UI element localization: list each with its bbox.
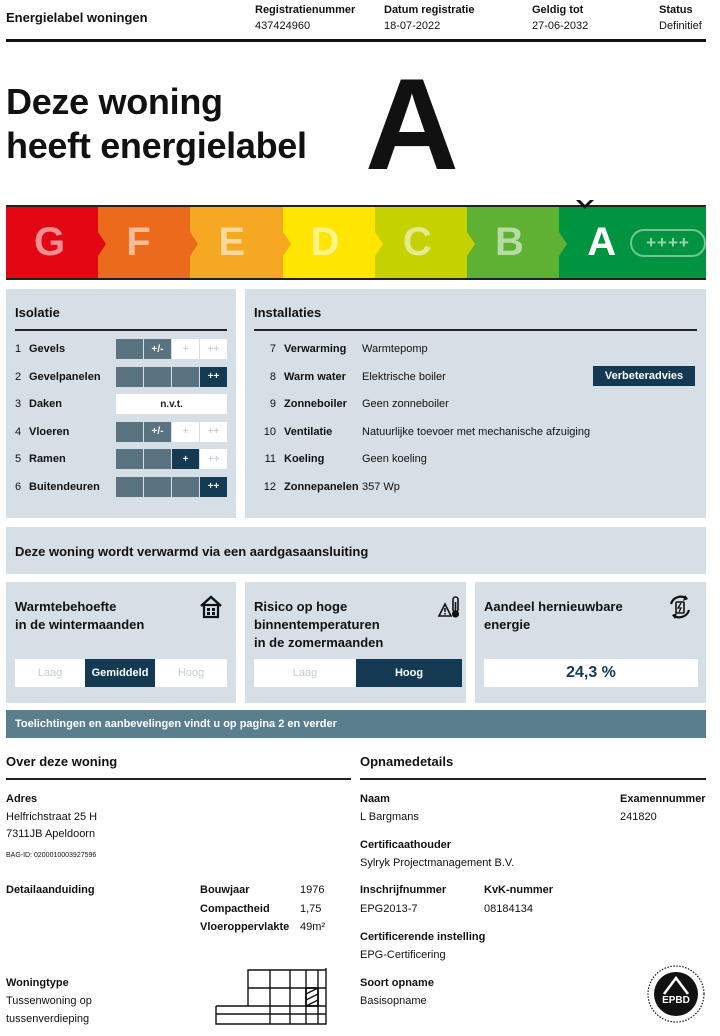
examennummer-label: Examennummer — [620, 793, 706, 805]
hernieuwbaar-value: 24,3 % — [484, 659, 698, 687]
rating-cell: + — [172, 339, 200, 359]
warmtebehoefte-selector — [15, 659, 227, 687]
rating-cell: + — [172, 422, 200, 442]
installatie-row — [254, 449, 427, 469]
renewable-energy-icon — [665, 592, 695, 622]
toelichting-banner: Toelichtingen en aanbevelingen vindt u op pagina 2 en verder — [6, 710, 706, 738]
rating-cell: ++ — [200, 422, 228, 442]
installatie-row — [254, 394, 449, 414]
inschrijfnummer-value: EPG2013-7 — [360, 903, 418, 915]
document-title: Energielabel woningen — [6, 10, 148, 25]
risico-card — [245, 582, 466, 703]
installatie-value: Warmtepomp — [362, 343, 428, 355]
detailaanduiding-label: Detailaanduiding — [6, 884, 95, 896]
active-class-pointer — [576, 200, 594, 209]
isolatie-number: 6 — [15, 480, 22, 493]
scale-arrow — [98, 232, 106, 256]
installatie-number: 12 — [263, 480, 276, 493]
woningtype-label: Woningtype — [6, 977, 69, 989]
scale-arrow — [559, 232, 567, 256]
woningtype-line1: Tussenwoning op — [6, 995, 92, 1007]
rating-cell: +/- — [144, 422, 172, 442]
installatie-label: Warm water — [284, 370, 346, 383]
house-icon — [198, 594, 224, 620]
examennummer-value: 241820 — [620, 811, 657, 823]
rating-cell — [116, 477, 144, 497]
energy-class-e — [190, 207, 282, 278]
isolatie-number: 5 — [15, 453, 22, 465]
isolatie-label: Gevelpanelen — [29, 370, 101, 383]
energy-class-letter: E — [218, 220, 246, 264]
energy-scale — [6, 205, 706, 280]
rating-cell: ++ — [200, 367, 228, 387]
installatie-row — [254, 477, 400, 497]
isolatie-number: 4 — [15, 425, 22, 438]
installatie-label: Zonnepanelen — [284, 480, 359, 493]
plus-indicator: ++++ — [630, 229, 706, 257]
installatie-number: 11 — [264, 453, 276, 465]
status: Status Definitief — [659, 4, 702, 32]
rating-cell: +/- — [144, 339, 172, 359]
rating-cell — [116, 367, 144, 387]
bouwjaar-value: 1976 — [300, 884, 325, 896]
isolatie-row — [15, 394, 62, 414]
installaties-title: Installaties — [254, 305, 322, 320]
installatie-number: 8 — [269, 370, 276, 383]
isolatie-label: Daken — [29, 398, 63, 410]
rating-cell — [116, 449, 144, 469]
isolatie-label: Buitendeuren — [29, 480, 100, 493]
isolatie-number: 1 — [15, 343, 22, 355]
installatie-value: Geen zonneboiler — [362, 398, 449, 410]
compactheid-label: Compactheid — [200, 903, 270, 915]
energy-class-letter: A — [587, 220, 617, 264]
opname-section-title: Opnamedetails — [360, 754, 454, 769]
adres-label: Adres — [6, 793, 38, 805]
rating-cell — [172, 367, 200, 387]
epbd-logo — [646, 964, 706, 1024]
rating-cell — [172, 477, 200, 497]
rating-cell: ++ — [200, 477, 228, 497]
energy-class-f — [98, 207, 190, 278]
woningtype-line2: tussenverdieping — [6, 1013, 90, 1025]
installatie-label: Ventilatie — [284, 425, 333, 438]
rating-cell: ++ — [200, 449, 228, 469]
hernieuwbaar-title: Aandeel hernieuwbare energie — [484, 599, 623, 632]
isolatie-rating — [116, 477, 228, 497]
isolatie-title: Isolatie — [15, 305, 60, 320]
inschrijfnummer-label: Inschrijfnummer — [360, 884, 447, 896]
verbeteradvies-button[interactable]: Verbeteradvies — [593, 366, 695, 386]
isolatie-label: Gevels — [29, 343, 66, 355]
scale-arrow — [375, 232, 383, 256]
energy-class-g — [6, 207, 98, 278]
isolatie-row — [15, 367, 101, 387]
energy-class-letter: G — [34, 220, 66, 264]
hero-heading: Deze woning heeft energielabel — [6, 81, 307, 166]
installatie-number: 10 — [263, 425, 276, 438]
scale-arrow — [283, 232, 291, 256]
naam-value: L Bargmans — [360, 811, 419, 823]
certificaathouder-label: Certificaathouder — [360, 839, 452, 851]
isolatie-rating — [116, 422, 228, 442]
isolatie-number: 2 — [15, 370, 22, 383]
energy-label-letter: A — [365, 51, 459, 197]
bag-id: BAG-ID: 0200010003927596 — [6, 852, 97, 859]
adres-line2: 7311JB Apeldoorn — [6, 828, 96, 840]
rating-cell — [144, 367, 172, 387]
installatie-row — [254, 422, 590, 442]
energy-class-letter: F — [126, 220, 151, 264]
rating-cell — [144, 449, 172, 469]
option-gemiddeld: Gemiddeld — [85, 659, 155, 687]
geldig-tot: Geldig tot 27-06-2032 — [532, 4, 589, 32]
installatie-value: Elektrische boiler — [362, 370, 446, 383]
woning-section-title: Over deze woning — [6, 754, 118, 769]
risico-selector — [254, 659, 462, 687]
isolatie-row — [15, 477, 100, 497]
option-hoog: Hoog — [177, 667, 205, 679]
isolatie-rating — [116, 367, 228, 387]
hernieuwbaar-card — [475, 582, 706, 703]
compactheid-value: 1,75 — [300, 903, 322, 915]
kvk-value: 08184134 — [484, 903, 533, 915]
gas-notice-panel — [6, 527, 706, 574]
installatie-label: Zonneboiler — [284, 398, 347, 410]
building-type-illustration — [212, 962, 332, 1028]
installatie-value: Natuurlijke toevoer met mechanische afzuiging — [362, 425, 591, 438]
isolatie-row — [15, 339, 65, 359]
installatie-value: Geen koeling — [362, 453, 427, 465]
isolatie-row — [15, 449, 66, 469]
energy-class-letter: C — [402, 220, 432, 264]
warmtebehoefte-title: Warmtebehoefte in de wintermaanden — [15, 599, 145, 632]
isolatie-row — [15, 422, 69, 442]
installatie-row — [254, 339, 428, 359]
installatie-number: 9 — [269, 398, 276, 410]
svg-text:EPBD: EPBD — [662, 995, 690, 1006]
installatie-row — [254, 367, 446, 387]
isolatie-rating — [116, 394, 228, 414]
isolatie-rating — [116, 339, 228, 359]
isolatie-rating — [116, 449, 228, 469]
isolatie-label: Ramen — [29, 453, 66, 465]
installatie-label: Verwarming — [284, 343, 347, 355]
instelling-value: EPG-Certificering — [360, 949, 446, 961]
vloeroppervlakte-label: Vloeroppervlakte — [200, 921, 290, 933]
rating-cell: ++ — [200, 339, 228, 359]
rating-cell — [116, 339, 144, 359]
energy-class-d — [283, 207, 375, 278]
scale-arrow — [467, 232, 475, 256]
rating-cell — [116, 422, 144, 442]
rating-cell: + — [172, 449, 200, 469]
energy-class-c — [375, 207, 467, 278]
rating-value: n.v.t. — [116, 394, 228, 414]
isolatie-label: Vloeren — [29, 425, 70, 438]
gas-notice: Deze woning wordt verwarmd via een aardgasaansluiting — [15, 544, 369, 559]
datum-registratie: Datum registratie 18-07-2022 — [384, 4, 475, 32]
option-laag: Laag — [292, 667, 318, 679]
installatie-label: Koeling — [284, 453, 325, 465]
rating-cell — [144, 477, 172, 497]
adres-line1: Helfrichstraat 25 H — [6, 811, 98, 823]
soort-opname-value: Basisopname — [360, 995, 427, 1007]
option-laag: Laag — [37, 667, 63, 679]
vloeroppervlakte-value: 49m² — [300, 921, 326, 933]
installaties-panel — [245, 289, 706, 518]
scale-arrow — [190, 232, 198, 256]
kvk-label: KvK-nummer — [484, 884, 554, 896]
instelling-label: Certificerende instelling — [360, 931, 486, 943]
bouwjaar-label: Bouwjaar — [200, 884, 250, 896]
soort-opname-label: Soort opname — [360, 977, 434, 989]
option-hoog: Hoog — [356, 659, 462, 687]
energy-class-a — [559, 207, 706, 278]
warmtebehoefte-card — [6, 582, 236, 703]
energy-class-letter: D — [310, 220, 340, 264]
certificaathouder-value: Sylryk Projectmanagement B.V. — [360, 857, 515, 869]
installatie-value: 357 Wp — [362, 480, 400, 493]
isolatie-panel — [6, 289, 236, 518]
thermometer-warning-icon — [437, 594, 463, 620]
energy-class-letter: B — [495, 220, 524, 264]
installatie-number: 7 — [269, 343, 276, 355]
registratienummer: Registratienummer 437424960 — [255, 4, 356, 32]
naam-label: Naam — [360, 793, 390, 805]
isolatie-number: 3 — [15, 398, 22, 410]
energy-class-b — [467, 207, 559, 278]
header — [6, 0, 706, 42]
risico-title: Risico op hoge binnentemperaturen in de zomermaanden — [254, 599, 384, 650]
